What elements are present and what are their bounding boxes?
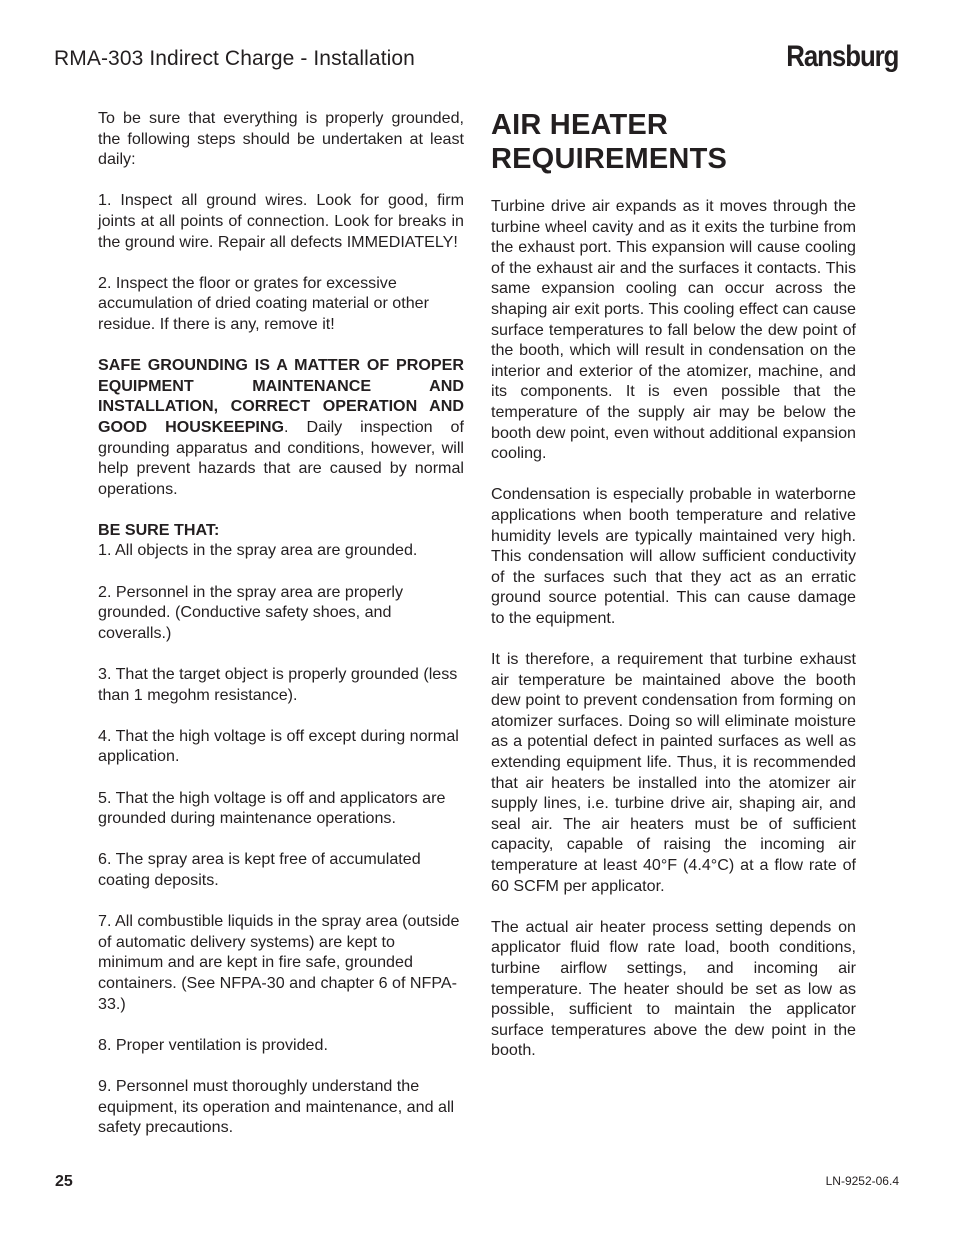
safe-grounding-paragraph bbox=[98, 355, 464, 499]
paragraph-requirement: It is therefore, a requirement that turbine exhaust air temperature be maintained above the booth dew point to prevent condensation from forming on atomizer surfaces. Doing so will eliminate moisture as a potential defect in painted surfaces as well as extending equipment life. Thus, it is recommended that air heaters be installed into the atomizer air supply lines, i.e. turbine drive air, shaping air, and seal air. The air heaters must be of sufficient capacity, capable of raising the incoming air temperature at least 40°F (4.4°C) at a flow rate of 60 SCFM per applicator. bbox=[491, 650, 856, 895]
brand-logo: Ransburg bbox=[785, 40, 898, 73]
safe-grounding-rest: . Daily inspection of grounding apparatus and conditions, however, will help prevent hazards that are caused by normal operations. bbox=[98, 417, 464, 498]
safe-grounding-bold: SAFE GROUNDING IS A MATTER OF PROPER EQUIPMENT MAINTENANCE AND INSTALLATION, CORRECT OPERATION AND GOOD HOUSKEEPING bbox=[98, 356, 464, 436]
checklist-item-2: 2. Personnel in the spray area are properly grounded. (Conductive safety shoes, and coveralls.) bbox=[98, 582, 404, 642]
paragraph-expansion-cooling: Turbine drive air expands as it moves through the turbine wheel cavity and as it exits the turbine from the exhaust port. This expansion will cause cooling of the exhaust air and the surfaces it contacts. This same expansion cooling can occur across the shaping air exit ports. This cooling effect can cause surface temperatures to fall below the dew point of the booth, which will result in condensation on the interior and exterior of the atomizer, machine, and its components. It is even possible that the temperature of the supply air may be below the booth dew point, even without additional expansion cooling. bbox=[491, 197, 856, 463]
checklist-item-6: 6. The spray area is kept free of accumulated coating deposits. bbox=[98, 850, 421, 889]
checklist-item-4: 4. That the high voltage is off except during normal application. bbox=[98, 726, 459, 766]
intro-paragraph: To be sure that everything is properly grounded, the following steps should be undertaken at least daily: bbox=[98, 109, 464, 169]
section-title: AIR HEATER REQUIREMENTS bbox=[491, 109, 728, 175]
section-body bbox=[491, 196, 856, 1061]
inspection-step-2: 2. Inspect the floor or grates for excessive accumulation of dried coating material or other residue. If there is any, remove it! bbox=[98, 273, 429, 333]
checklist-item-9: 9. Personnel must thoroughly understand the equipment, its operation and maintenance, and all safety precautions. bbox=[98, 1076, 455, 1137]
checklist-item-7: 7. All combustible liquids in the spray area (outside of automatic delivery systems) are kept to minimum and are kept in fire safe, grounded containers. (See NFPA-30 and chapter 6 of NFPA-33.) bbox=[98, 912, 460, 1013]
left-column bbox=[98, 108, 464, 1158]
paragraph-heater-setting: The actual air heater process setting depends on applicator fluid flow rate load, booth conditions, turbine airflow settings, and incoming air temperature. The heater should be set as low as possible, sufficient to maintain the applicator surface temperatures above the dew point in the booth. bbox=[491, 917, 856, 1060]
inspection-step-1: 1. Inspect all ground wires. Look for good, firm joints at all points of connection. Look for breaks in the ground wire. Repair all defects IMMEDIATELY! bbox=[98, 191, 464, 251]
checklist-item-8: 8. Proper ventilation is provided. bbox=[98, 1035, 328, 1054]
checklist-item-1: 1. All objects in the spray area are grounded. bbox=[98, 541, 418, 560]
document-title: RMA-303 Indirect Charge - Installation bbox=[54, 47, 415, 70]
checklist-item-5: 5. That the high voltage is off and applicators are grounded during maintenance operations. bbox=[98, 788, 446, 828]
page-number: 25 bbox=[55, 1173, 73, 1190]
paragraph-condensation: Condensation is especially probable in waterborne applications when booth temperature and relative humidity levels are typically maintained very high. This condensation will allow sufficient conductivity of the surfaces such that they act as an erratic ground source potential. This can cause damage to the equipment. bbox=[491, 485, 856, 627]
right-column bbox=[491, 108, 856, 1082]
checklist-item-3: 3. That the target object is properly grounded (less than 1 megohm resistance). bbox=[98, 665, 458, 704]
document-number: LN-9252-06.4 bbox=[825, 1174, 899, 1188]
be-sure-heading: BE SURE THAT: bbox=[98, 520, 220, 539]
